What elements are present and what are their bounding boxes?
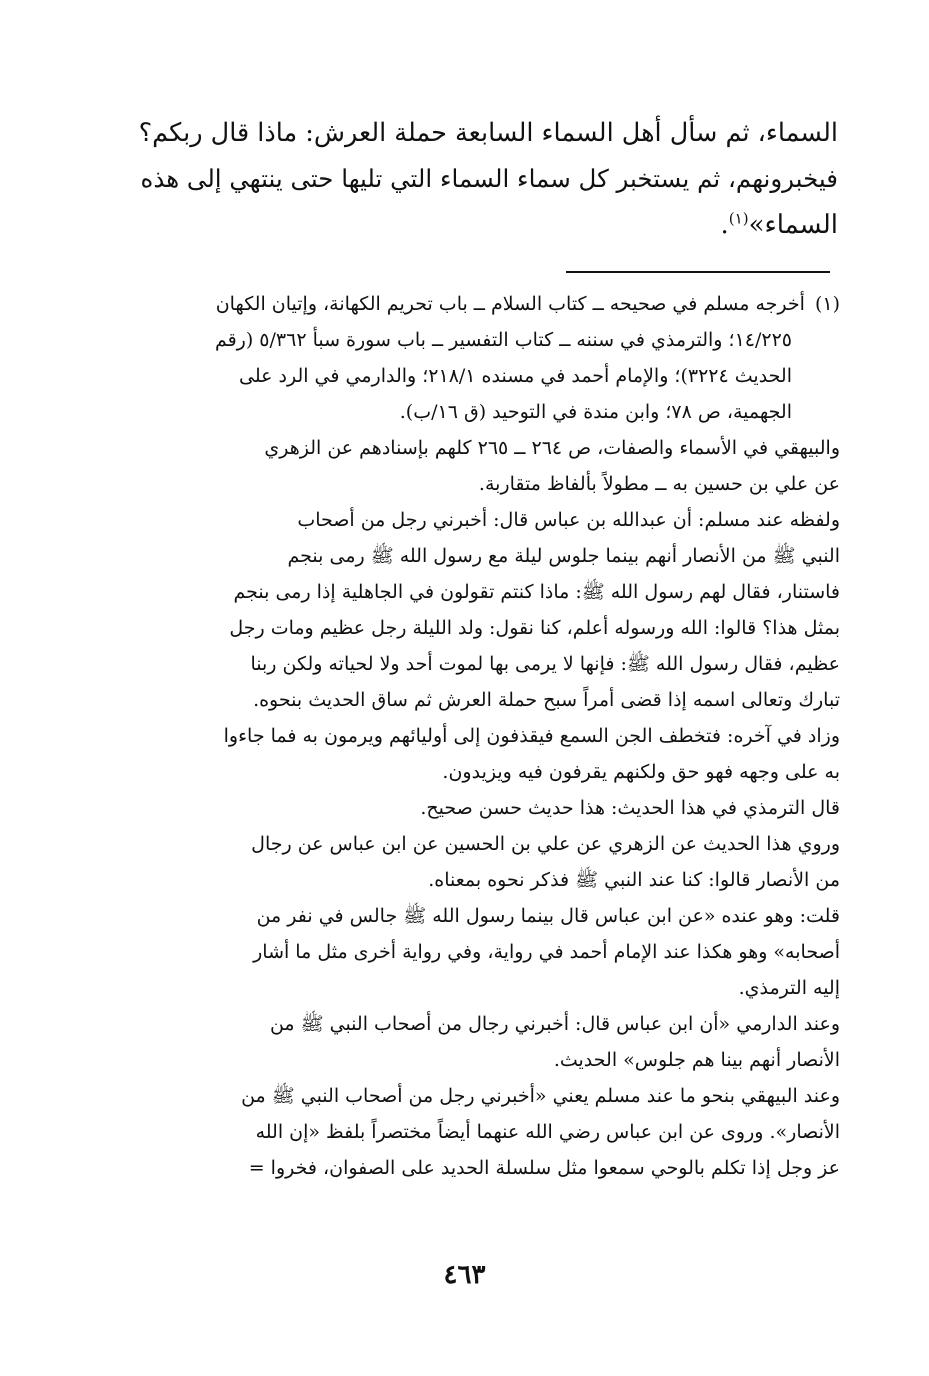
footnote-line-16: وروي هذا الحديث عن الزهري عن علي بن الحسين عن ابن عباس عن رجال (251, 833, 840, 855)
footnote-line-21: وعند الدارمي «أن ابن عباس قال: أخبرني رجال من أصحاب النبي ﷺ من (269, 1013, 840, 1035)
footnote-line-8: النبي ﷺ من الأنصار أنهم بينما جلوس ليلة مع رسول الله ﷺ رمى بنجم (287, 545, 840, 567)
footnote-line-11: عظيم، فقال رسول الله ﷺ: فإنها لا يرمى بها لموت أحد ولا لحياته ولكن ربنا (250, 653, 840, 675)
footnote-line-1-text: أخرجه مسلم في صحيحه ــ كتاب السلام ــ باب تحريم الكهانة، وإتيان الكهان (215, 293, 805, 315)
footnote-line-17: من الأنصار قالوا: كنا عند النبي ﷺ فذكر نحوه بمعناه. (428, 869, 840, 891)
footnote-line-12: تبارك وتعالى اسمه إذا قضى أمراً سبح حملة العرش ثم ساق الحديث بنحوه. (253, 689, 840, 711)
page-number: ٤٦٣ (443, 1260, 486, 1290)
main-line-3 (138, 202, 838, 248)
footnote-line-15: قال الترمذي في هذا الحديث: هذا حديث حسن صحيح. (420, 797, 840, 819)
footnote-line-6: عن علي بن حسين به ــ مطولاً بألفاظ متقاربة. (478, 473, 840, 495)
footnote-line-22: الأنصار أنهم بينا هم جلوس» الحديث. (553, 1049, 840, 1071)
footnote-line-19: أصحابه» وهو هكذا عند الإمام أحمد في رواية، وفي رواية أخرى مثل ما أشار (253, 941, 840, 963)
footnote-line-13: وزاد في آخره: فتخطف الجن السمع فيقذفون إلى أوليائهم ويرمون به فما جاءوا (223, 725, 840, 747)
footnote-line-4: الجهمية، ص ٧٨؛ وابن مندة في التوحيد (ق ١٦/ب). (399, 401, 792, 423)
main-line-1: السماء، ثم سأل أهل السماء السابعة حملة العرش: ماذا قال ربكم؟ (138, 118, 838, 148)
main-line-3-end: . (720, 210, 729, 240)
footnote-line-5: والبيهقي في الأسماء والصفات، ص ٢٦٤ ــ ٢٦٥ كلهم بإسنادهم عن الزهري (264, 437, 840, 459)
footnote-line-20: إليه الترمذي. (738, 977, 840, 999)
footnote-line-14: به على وجهه فهو حق ولكنهم يقرفون فيه ويزيدون. (442, 761, 840, 783)
footnote-line-23: وعند البيهقي بنحو ما عند مسلم يعني «أخبرني رجل من أصحاب النبي ﷺ من (241, 1085, 840, 1107)
footnote-separator-rule (566, 271, 830, 273)
footnote-marker: (١) (814, 293, 840, 315)
main-line-2: فيخبرونهم، ثم يستخبر كل سماء السماء التي تليها حتى ينتهي إلى هذه (140, 164, 838, 193)
footnote-line-2: ١٤/٢٢٥؛ والترمذي في سننه ــ كتاب التفسير ــ باب سورة سبأ ٥/٣٦٢ (رقم (214, 329, 792, 351)
footnote-reference: (١) (728, 209, 749, 228)
footnote-line-10: بمثل هذا؟ قالوا: الله ورسوله أعلم، كنا نقول: ولد الليلة رجل عظيم ومات رجل (229, 617, 840, 639)
footnote-line-1 (216, 286, 840, 322)
main-line-3-text: السماء» (748, 210, 838, 240)
footnote-line-3: الحديث ٣٢٢٤)؛ والإمام أحمد في مسنده ٢١٨/١؛ والدارمي في الرد على (239, 365, 792, 387)
footnote-line-25: عز وجل إذا تكلم بالوحي سمعوا مثل سلسلة الحديد على الصفوان، فخروا = (248, 1157, 840, 1179)
main-body-text (138, 110, 838, 248)
footnote-line-9: فاستنار، فقال لهم رسول الله ﷺ: ماذا كنتم تقولون في الجاهلية إذا رمى بنجم (233, 581, 840, 603)
footnote-line-18: قلت: وهو عنده «عن ابن عباس قال بينما رسول الله ﷺ جالس في نفر من (256, 905, 840, 927)
footnote-line-7: ولفظه عند مسلم: أن عبدالله بن عباس قال: أخبرني رجل من أصحاب (297, 509, 840, 531)
footnote-line-24: الأنصار». وروى عن ابن عباس رضي الله عنهما أيضاً مختصراً بلفظ «إن الله (255, 1121, 840, 1143)
